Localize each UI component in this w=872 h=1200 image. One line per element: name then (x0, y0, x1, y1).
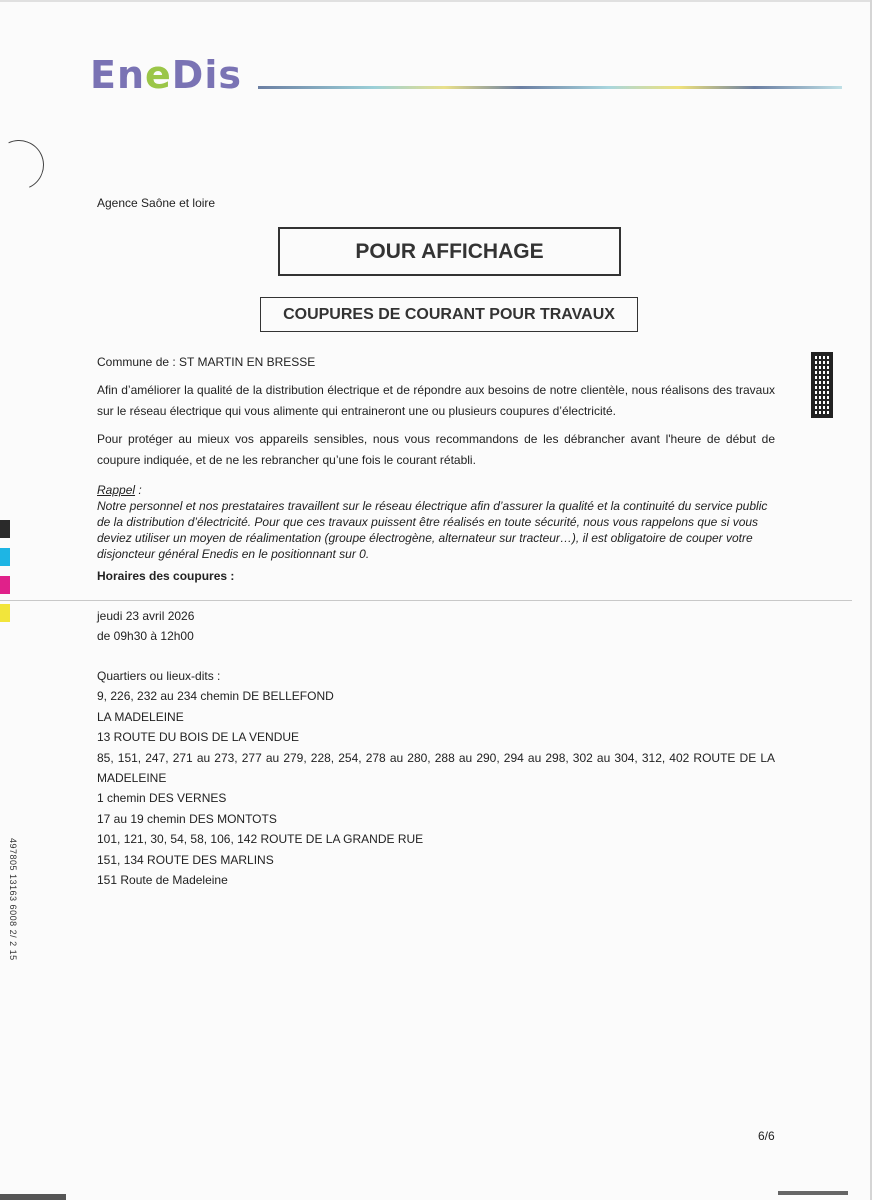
schedule-block (97, 606, 194, 647)
location-item: 17 au 19 chemin DES MONTOTS (97, 811, 277, 826)
schedule-date: jeudi 23 avril 2026 (97, 609, 195, 623)
scan-edge-bottom-right (778, 1191, 848, 1195)
intro-paragraph: Afin d’améliorer la qualité de la distribution électrique et de répondre aux besoins de notre clientèle, nous réalisons des travaux sur le réseau électrique qui vous alimente qui entraineront une ou plusieurs coupures d’électricité. (97, 383, 775, 418)
logo-prefix: En (90, 53, 146, 97)
rappel-heading (97, 482, 775, 498)
print-mark-yellow (0, 604, 10, 622)
scan-edge-bottom-left (0, 1194, 66, 1200)
location-item: 9, 226, 232 au 234 chemin DE BELLEFOND (97, 689, 334, 704)
location-item: 151 Route de Madeleine (97, 873, 228, 888)
rappel-title: Rappel (97, 483, 136, 497)
schedule-time: de 09h30 à 12h00 (97, 629, 194, 644)
logo-suffix: Dis (171, 53, 242, 97)
enedis-logo (90, 55, 242, 95)
agency-name: Agence Saône et loire (97, 196, 216, 210)
rappel-block (97, 482, 775, 562)
title-box (278, 227, 621, 276)
location-item: 101, 121, 30, 54, 58, 106, 142 ROUTE DE LA GRANDE RUE (97, 832, 424, 847)
page-subtitle: COUPURES DE COURANT POUR TRAVAUX (283, 305, 615, 323)
print-mark-black (0, 520, 10, 538)
datamatrix-code (811, 352, 833, 418)
scan-edge-top (0, 0, 872, 2)
page-number: 6/6 (758, 1129, 775, 1143)
advice-paragraph: Pour protéger au mieux vos appareils sensibles, nous vous recommandons de les débrancher avant l'heure de début de coupure indiquée, et de ne les rebrancher qu’une fois le courant rétabli. (97, 432, 775, 467)
location-item: LA MADELEINE (97, 709, 184, 724)
location-item: 85, 151, 247, 271 au 273, 277 au 279, 228, 254, 278 au 280, 288 au 290, 294 au 298, 302 au 304, 312, 402 ROUTE DE LA MADELEINE (97, 750, 775, 786)
print-mark-cyan (0, 548, 10, 566)
scan-line (0, 600, 852, 601)
rappel-colon: : (135, 483, 142, 497)
side-print-code: 497805 13163 6008 2/ 2 15 (8, 838, 18, 961)
logo-mid: e (145, 53, 172, 97)
quartiers-label: Quartiers ou lieux-dits : (97, 669, 221, 683)
subtitle-box (260, 297, 638, 332)
locations-block (97, 666, 775, 890)
rappel-text: Notre personnel et nos prestataires travaillent sur le réseau électrique afin d’assurer la qualité et la continuité du service public de la distribution d’électricité. Pour que ces travaux puissent être réalisés en toute sécurité, nous vous rappelons que si vous deviez utiliser un moyen de réalimentation (groupe électrogène, alternateur sur tracteur…), il est obligatoire de couper votre disjoncteur général Enedis en le positionnant sur 0. (97, 499, 768, 561)
header-rule (258, 86, 842, 89)
print-mark-magenta (0, 576, 10, 594)
location-item: 1 chemin DES VERNES (97, 791, 227, 806)
horaires-label: Horaires des coupures : (97, 569, 235, 583)
location-item: 151, 134 ROUTE DES MARLINS (97, 852, 274, 867)
location-item: 13 ROUTE DU BOIS DE LA VENDUE (97, 730, 300, 745)
hole-punch-mark (0, 133, 51, 197)
commune-line: Commune de : ST MARTIN EN BRESSE (97, 355, 316, 369)
page-title: POUR AFFICHAGE (355, 239, 544, 263)
